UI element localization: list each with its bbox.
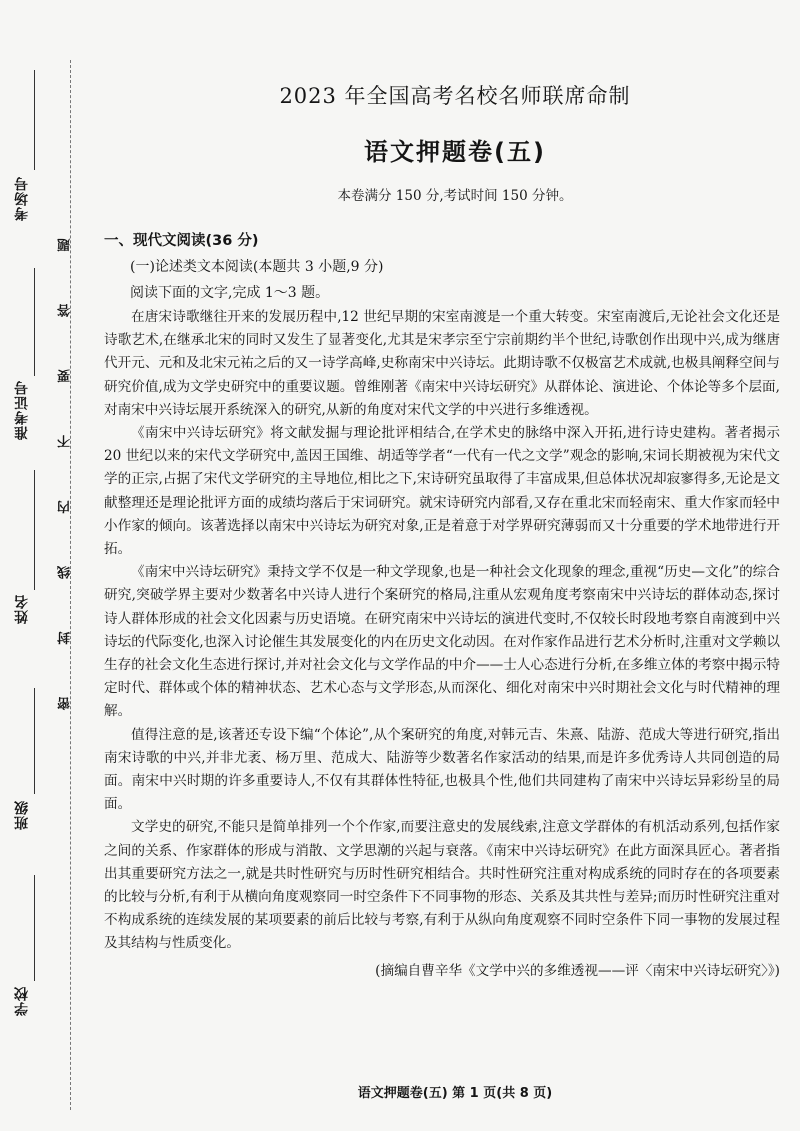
paragraph-5: 文学史的研究,不能只是简单排列一个个作家,而要注意史的发展线索,注意文学群体的有机活动系列,包括作家之间的关系、作家群体的形成与消散、文学思潮的兴起与衰落。《南宋中兴诗坛研究》在此方面深具匠心。著者指出其重要研究方法之一,就是共时性研究与历时性研究相结合。共时性研究注重对构成系统的同时存在的各项要素的比较与分析,有利于从横向角度观察同一时空条件下不同事物的形态、关系及其共性与差异;而历时性研究注重对不构成系统的连续发展的某项要素的前后比较与考察,有利于从纵向角度观察不同时空条件下同一事物的发展过程及其结构与性质变化。: [104, 819, 780, 952]
paragraph-3: 《南宋中兴诗坛研究》秉持文学不仅是一种文学现象,也是一种社会文化现象的理念,重视“历史—文化”的综合研究,突破学界主要对少数著名中兴诗人进行个案研究的格局,注重从宏观角度考察南宋中兴诗坛的群体动态,探讨诗人群体形成的社会文化因素与历史语境。在研究南宋中兴诗坛的演进代变时,不仅较长时段地考察自南渡到中兴诗坛的代际变化,也深入讨论催生其发展变化的内在历史文化动因。在对作家作品进行艺术分析时,注重对文学赖以生存的社会文化生态进行探讨,并对社会文化与文学作品的中介——士人心态进行分析,在多维立体的考察中揭示特定时代、群体或个体的精神状态、艺术心态与文学形态,从而深化、细化对南宋中兴时期社会文化与时代精神的理解。: [104, 564, 780, 720]
page-footer: 语文押题卷(五) 第 1 页(共 8 页): [357, 1086, 553, 1101]
exam-room-label: 考场号: [14, 176, 30, 221]
section-heading: 一、现代文阅读(36 分): [104, 233, 259, 249]
admission-label: 准考证号: [14, 380, 30, 440]
seal-warning-text: 密 封 线 内 不 要 答 题: [58, 214, 73, 710]
binding-strip: [0, 0, 100, 1131]
school-label: 学校: [14, 986, 30, 1016]
paper-title: 语文押题卷(五): [364, 138, 546, 166]
sub-heading: (一)论述类文本阅读(本题共 3 小题,9 分): [130, 259, 384, 275]
exam-room-line: [34, 70, 35, 170]
class-line: [34, 688, 35, 794]
exam-note: 本卷满分 150 分,考试时间 150 分钟。: [337, 188, 573, 204]
paragraph-4: 值得注意的是,该著还专设下编“个体论”,从个案研究的角度,对韩元吉、朱熹、陆游、范成大等进行研究,指出南宋诗歌的中兴,并非尤袤、杨万里、范成大、陆游等少数著名作家活动的结果,而是许多优秀诗人共同创造的局面。南宋中兴时期的许多重要诗人,不仅有其群体性特征,也极具个性,他们共同建构了南宋中兴诗坛异彩纷呈的局面。: [104, 726, 780, 813]
paragraph-1: 在唐宋诗歌继往开来的发展历程中,12 世纪早期的宋室南渡是一个重大转变。宋室南渡后,无论社会文化还是诗歌艺术,在继承北宋的同时又发生了显著变化,尤其是宋孝宗至宁宗前期约半个世纪,诗歌创作出现中兴,成为继唐代开元、元和及北宋元祐之后的又一诗学高峰,史称南宋中兴诗坛。此期诗歌不仅极富艺术成就,也极具阐释空间与研究价值,成为文学史研究中的重要议题。曾维刚著《南宋中兴诗坛研究》从群体论、演进论、个体论等多个层面,对南宋中兴诗坛展开系统深入的研究,从新的角度对宋代文学的中兴进行多维透视。: [104, 309, 780, 418]
name-line: [34, 470, 35, 590]
admission-line: [34, 268, 35, 376]
reading-section: [104, 228, 780, 983]
class-label: 班级: [14, 800, 30, 830]
reading-instruction: 阅读下面的文字,完成 1～3 题。: [130, 285, 330, 301]
school-line: [34, 875, 35, 981]
source-citation: (摘编自曹辛华《文学中兴的多维透视——评〈南宋中兴诗坛研究〉》): [375, 962, 780, 979]
name-label: 姓名: [14, 594, 30, 624]
exam-title: 2023 年全国高考名校名师联席命制: [279, 84, 631, 108]
paragraph-2: 《南宋中兴诗坛研究》将文献发掘与理论批评相结合,在学术史的脉络中深入开拓,进行诗史建构。著者揭示 20 世纪以来的宋代文学研究中,盖因王国维、胡适等学者“一代有一代之文学”观念的影响,宋词长期被视为宋代文学的正宗,占据了宋代文学研究的主导地位,相比之下,宋诗研究虽取得了丰富成果,但总体状况却寂寥得多,无论是文献整理还是理论批评方面的成绩均落后于宋词研究。就宋诗研究内部看,又存在重北宋而轻南宋、重大作家而轻中小作家的倾向。该著选择以南宋中兴诗坛为研究对象,正是着意于对学界研究薄弱而又十分重要的学术地带进行开拓。: [104, 425, 780, 558]
